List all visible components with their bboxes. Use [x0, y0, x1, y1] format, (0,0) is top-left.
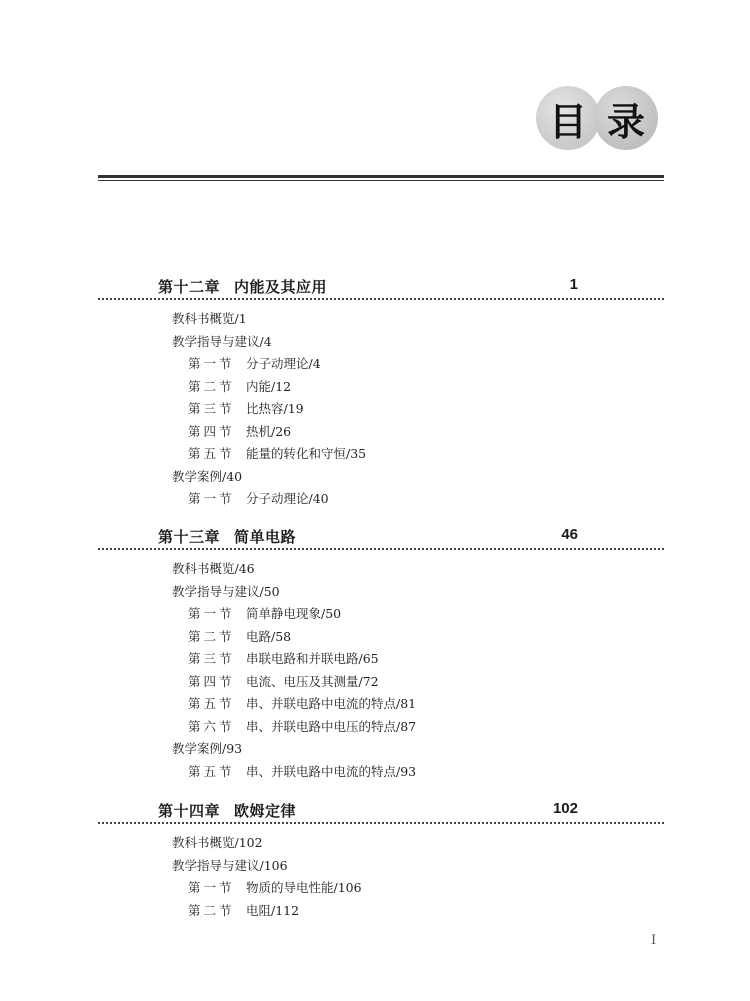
entry-list: [98, 308, 664, 511]
entry-text: 教学指导与建议/106: [172, 857, 288, 873]
section-number: 第六节: [188, 718, 235, 734]
section-number: 第一节: [188, 356, 235, 371]
toc-section-entry[interactable]: [98, 353, 664, 376]
entry-text: 教科书概览/1: [172, 311, 247, 326]
entry-text: 串、并联电路中电流的特点/93: [246, 763, 417, 779]
section-number: 第二节: [188, 378, 235, 394]
heading-char-2: 录: [606, 99, 645, 144]
chapter-block: [98, 526, 664, 783]
toc-entry[interactable]: [98, 832, 664, 855]
section-number: 第五节: [188, 446, 235, 461]
entry-text: 电流、电压及其测量/72: [246, 673, 379, 689]
entry-text: 电路/58: [246, 628, 292, 644]
toc-section-entry[interactable]: [98, 421, 664, 444]
chapter-title: [158, 800, 296, 821]
header-rule-thick: [98, 175, 664, 178]
page-folio: I: [651, 933, 657, 948]
chapter-title: [158, 526, 296, 547]
section-number: 第二节: [188, 628, 235, 644]
entry-text: 比热容/19: [246, 401, 304, 416]
toc-entry[interactable]: [98, 581, 664, 604]
chapter-name: 简单电路: [234, 529, 297, 546]
entry-list: [98, 558, 664, 783]
chapter-page-number: 46: [561, 526, 578, 543]
entry-text: 教学指导与建议/4: [172, 333, 272, 349]
toc-entry[interactable]: [98, 738, 664, 761]
toc-section-entry[interactable]: [98, 626, 664, 649]
entry-text: 教学案例/93: [172, 741, 243, 756]
chapter-block: [98, 800, 664, 922]
toc-entry[interactable]: [98, 558, 664, 581]
heading-circle-left: [536, 86, 600, 150]
entry-text: 能量的转化和守恒/35: [246, 446, 367, 461]
toc-entry[interactable]: [98, 466, 664, 489]
toc-section-entry[interactable]: [98, 671, 664, 694]
entry-text: 串、并联电路中电压的特点/87: [246, 718, 417, 734]
entry-text: 分子动理论/4: [246, 356, 321, 371]
chapter-name: 欧姆定律: [234, 803, 297, 820]
toc-section-entry[interactable]: [98, 716, 664, 739]
toc-section-entry[interactable]: [98, 443, 664, 466]
entry-text: 教学指导与建议/50: [172, 583, 280, 599]
section-number: 第五节: [188, 696, 235, 711]
toc-section-entry[interactable]: [98, 376, 664, 399]
toc-entry[interactable]: [98, 331, 664, 354]
section-number: 第二节: [188, 902, 235, 918]
chapter-name: 内能及其应用: [234, 279, 328, 296]
toc-entry[interactable]: [98, 855, 664, 878]
toc-section-entry[interactable]: [98, 603, 664, 626]
toc-section-entry[interactable]: [98, 693, 664, 716]
chapter-number: 第十三章: [158, 529, 221, 546]
entry-text: 简单静电现象/50: [246, 606, 342, 621]
entry-text: 电阻/112: [246, 902, 300, 918]
toc-section-entry[interactable]: [98, 900, 664, 923]
dotted-leader: [98, 298, 664, 300]
toc-heading: [536, 86, 660, 152]
chapter-title: [158, 276, 327, 297]
toc-section-entry[interactable]: [98, 488, 664, 511]
entry-text: 教科书概览/46: [172, 561, 255, 576]
heading-circle-right: [594, 86, 658, 150]
chapter-page-number: 1: [569, 276, 578, 293]
chapter-heading[interactable]: [98, 800, 664, 822]
section-number: 第五节: [188, 763, 235, 779]
entry-list: [98, 832, 664, 922]
entry-text: 物质的导电性能/106: [246, 880, 362, 895]
chapter-heading[interactable]: [98, 276, 664, 298]
section-number: 第一节: [188, 606, 235, 621]
chapter-block: [98, 276, 664, 511]
chapter-page-number: 102: [552, 800, 578, 817]
section-number: 第一节: [188, 880, 235, 895]
dotted-leader: [98, 548, 664, 550]
header-rule-thin: [98, 180, 664, 181]
section-number: 第四节: [188, 423, 235, 439]
chapter-heading[interactable]: [98, 526, 664, 548]
entry-text: 分子动理论/40: [246, 491, 329, 506]
section-number: 第三节: [188, 651, 235, 666]
heading-char-1: 目: [548, 99, 587, 144]
entry-text: 串、并联电路中电流的特点/81: [246, 696, 417, 711]
section-number: 第四节: [188, 673, 235, 689]
chapter-number: 第十四章: [158, 803, 221, 820]
entry-text: 串联电路和并联电路/65: [246, 651, 379, 666]
toc-section-entry[interactable]: [98, 877, 664, 900]
entry-text: 教学案例/40: [172, 468, 243, 484]
section-number: 第三节: [188, 401, 235, 416]
toc-section-entry[interactable]: [98, 761, 664, 784]
entry-text: 热机/26: [246, 423, 292, 439]
toc-section-entry[interactable]: [98, 398, 664, 421]
chapter-number: 第十二章: [158, 279, 221, 296]
entry-text: 内能/12: [246, 378, 292, 394]
section-number: 第一节: [188, 491, 235, 506]
dotted-leader: [98, 822, 664, 824]
toc-entry[interactable]: [98, 308, 664, 331]
toc-section-entry[interactable]: [98, 648, 664, 671]
entry-text: 教科书概览/102: [172, 835, 263, 850]
